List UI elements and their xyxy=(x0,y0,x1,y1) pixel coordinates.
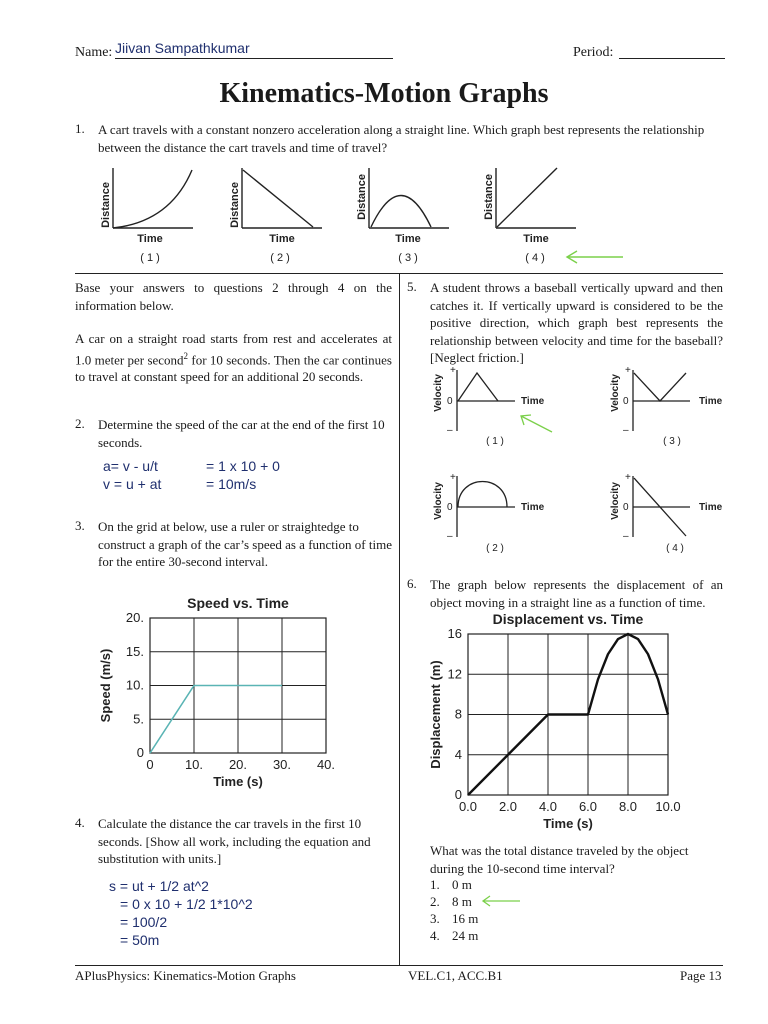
name-label: Name: xyxy=(75,45,113,60)
q1-text: A cart travels with a constant nonzero acceleration along a straight line. Which graph best represents the relationship between the distance the cart travels and time of travel? xyxy=(98,122,705,155)
svg-text:+: + xyxy=(450,365,456,376)
q6-answer-arrow-icon xyxy=(480,894,525,908)
y-tick-label: 20. xyxy=(125,610,144,625)
period-underline xyxy=(619,58,725,59)
svg-text:–: – xyxy=(447,425,453,436)
y-axis-label: Displacement (m) xyxy=(428,660,443,769)
q4-number: 4. xyxy=(75,815,85,830)
period-label: Period: xyxy=(573,45,614,60)
intro-scenario: A car on a straight road starts from rest and accelerates at 1.0 meter per second$^2$ for 10 seconds. Then the car continues to travel at constant speed for an additional 20 seconds. xyxy=(75,331,392,385)
x-tick-label: 30. xyxy=(272,757,292,772)
q6-choice-4[interactable]: 4. 24 m xyxy=(430,928,479,943)
q4-work: s = ut + 1/2 at^2 = 0 x 10 + 1/2 1*10^2 = 100/2 = 50m xyxy=(109,878,253,948)
x-tick-label: 20. xyxy=(228,757,248,772)
q1-y-label: Distance xyxy=(229,182,241,228)
q5-y-label: Velocity xyxy=(433,374,444,412)
x-tick-label: 0 xyxy=(146,757,154,772)
q1-answer-arrow-icon xyxy=(567,251,623,263)
q5-graph-3 xyxy=(610,365,723,447)
q6-question: What was the total distance traveled by the object during the 10-second time interval? xyxy=(430,843,689,876)
q3-text: On the grid at below, use a ruler or straightedge to construct a graph of the car’s speed as a function of time for the entire 30-second interval. xyxy=(98,519,392,569)
page-title: Kinematics-Motion Graphs xyxy=(219,78,549,109)
svg-text:0: 0 xyxy=(447,502,453,513)
q2-text: Determine the speed of the car at the end of the first 10 seconds. xyxy=(98,417,385,450)
y-tick-label: 5. xyxy=(133,711,144,727)
q6-choices xyxy=(430,876,478,944)
q2-answer-left: a= v - u/t v = u + at xyxy=(103,458,162,492)
svg-text:–: – xyxy=(623,425,629,436)
q2-number: 2. xyxy=(75,416,85,431)
q6-choice-2[interactable]: 2. 8 m xyxy=(430,894,472,909)
q1-x-label: Time xyxy=(523,233,549,245)
q1-y-label: Distance xyxy=(356,174,368,220)
q5-option-1: ( 1 ) xyxy=(486,436,504,447)
footer-divider xyxy=(75,965,723,966)
footer-right: Page 13 xyxy=(680,968,722,983)
q6-choice-1[interactable]: 1. 0 m xyxy=(430,877,472,892)
name-value[interactable]: Jiivan Sampathkumar xyxy=(115,40,250,56)
x-tick-label: 8.0 xyxy=(618,799,638,814)
q5-text: A student throws a baseball vertically upward and then catches it. If vertically upward is considered to be the positive direction, which graph best represents the relationship between velocity and time for the baseball? [Neglect friction.] xyxy=(430,280,723,365)
q1-option-3: ( 3 ) xyxy=(398,252,418,264)
q5-number: 5. xyxy=(407,279,417,294)
q5-graph-1 xyxy=(433,365,545,447)
svg-text:Time: Time xyxy=(699,502,723,513)
q6-text: The graph below represents the displacement of an object moving in a straight line as a function of time. xyxy=(430,577,723,610)
y-tick-label: 0 xyxy=(136,745,144,760)
displacement-chart xyxy=(425,608,700,840)
q5-option-4: ( 4 ) xyxy=(666,543,684,554)
q1-y-label: Distance xyxy=(483,174,495,220)
svg-text:Velocity: Velocity xyxy=(610,482,621,520)
q6-number: 6. xyxy=(407,576,417,591)
q1-option-2: ( 2 ) xyxy=(270,252,290,264)
svg-text:+: + xyxy=(450,472,456,483)
svg-text:+: + xyxy=(625,472,631,483)
x-tick-label: 0.0 xyxy=(458,799,478,814)
svg-text:–: – xyxy=(447,531,453,542)
q6-choice-3[interactable]: 3. 16 m xyxy=(430,911,479,926)
q1-graph-1 xyxy=(100,168,193,264)
speed-chart xyxy=(95,585,355,800)
svg-text:–: – xyxy=(623,531,629,542)
q1-graph-4 xyxy=(483,168,576,264)
y-tick-label: 4 xyxy=(454,746,462,762)
q5-option-3: ( 3 ) xyxy=(663,436,681,447)
q1-x-label: Time xyxy=(395,233,421,245)
q1-graph-3 xyxy=(356,168,449,264)
y-tick-label: 10. xyxy=(125,677,144,693)
q5-graph-2 xyxy=(433,472,545,554)
svg-text:Velocity: Velocity xyxy=(610,374,621,412)
svg-text:+: + xyxy=(625,365,631,376)
chart-title: Displacement vs. Time xyxy=(492,611,644,627)
footer-center: VEL.C1, ACC.B1 xyxy=(408,968,503,983)
q1-graph-2 xyxy=(229,168,322,264)
y-tick-label: 16 xyxy=(447,626,462,641)
q1-graphs xyxy=(75,160,675,270)
x-tick-label: 10. xyxy=(184,757,204,772)
svg-text:Time: Time xyxy=(699,396,723,407)
q4-text: Calculate the distance the car travels in the first 10 seconds. [Show all work, including the equation and substitution with units.] xyxy=(98,816,371,866)
footer-left: APlusPhysics: Kinematics-Motion Graphs xyxy=(75,968,296,983)
q3-number: 3. xyxy=(75,518,85,533)
y-tick-label: 15. xyxy=(125,643,144,659)
svg-text:0: 0 xyxy=(447,396,453,407)
chart-title: Speed vs. Time xyxy=(187,595,289,611)
q2-answer-right: = 1 x 10 + 0 = 10m/s xyxy=(206,458,280,492)
q1-y-label: Distance xyxy=(100,182,112,228)
x-tick-label: 10.0 xyxy=(655,799,681,814)
intro-text: Base your answers to questions 2 through 4 on the information below. xyxy=(75,280,392,313)
x-tick-label: 40. xyxy=(316,757,336,772)
svg-text:Velocity: Velocity xyxy=(433,482,444,520)
y-tick-label: 12 xyxy=(447,666,462,682)
x-axis-label: Time (s) xyxy=(213,774,263,789)
y-tick-label: 8 xyxy=(454,706,462,722)
q5-option-2: ( 2 ) xyxy=(486,543,504,554)
svg-text:Time: Time xyxy=(521,396,545,407)
svg-text:Time: Time xyxy=(521,502,545,513)
x-axis-label: Time (s) xyxy=(543,816,593,831)
q1-option-4: ( 4 ) xyxy=(525,252,545,264)
x-tick-label: 2.0 xyxy=(498,799,518,814)
y-tick-label: 0 xyxy=(454,787,462,802)
q5-graphs xyxy=(425,365,730,560)
x-tick-label: 6.0 xyxy=(578,799,598,814)
q1-number: 1. xyxy=(75,121,85,136)
name-underline xyxy=(115,58,393,59)
q5-answer-arrow-icon xyxy=(521,415,552,432)
y-axis-label: Speed (m/s) xyxy=(98,648,113,723)
q5-graph-4 xyxy=(610,472,723,554)
column-divider xyxy=(399,273,400,965)
svg-text:0: 0 xyxy=(623,396,629,407)
q1-x-label: Time xyxy=(269,233,295,245)
q1-x-label: Time xyxy=(137,233,163,245)
q1-option-1: ( 1 ) xyxy=(140,252,160,264)
x-tick-label: 4.0 xyxy=(538,799,558,814)
svg-text:0: 0 xyxy=(623,502,629,513)
